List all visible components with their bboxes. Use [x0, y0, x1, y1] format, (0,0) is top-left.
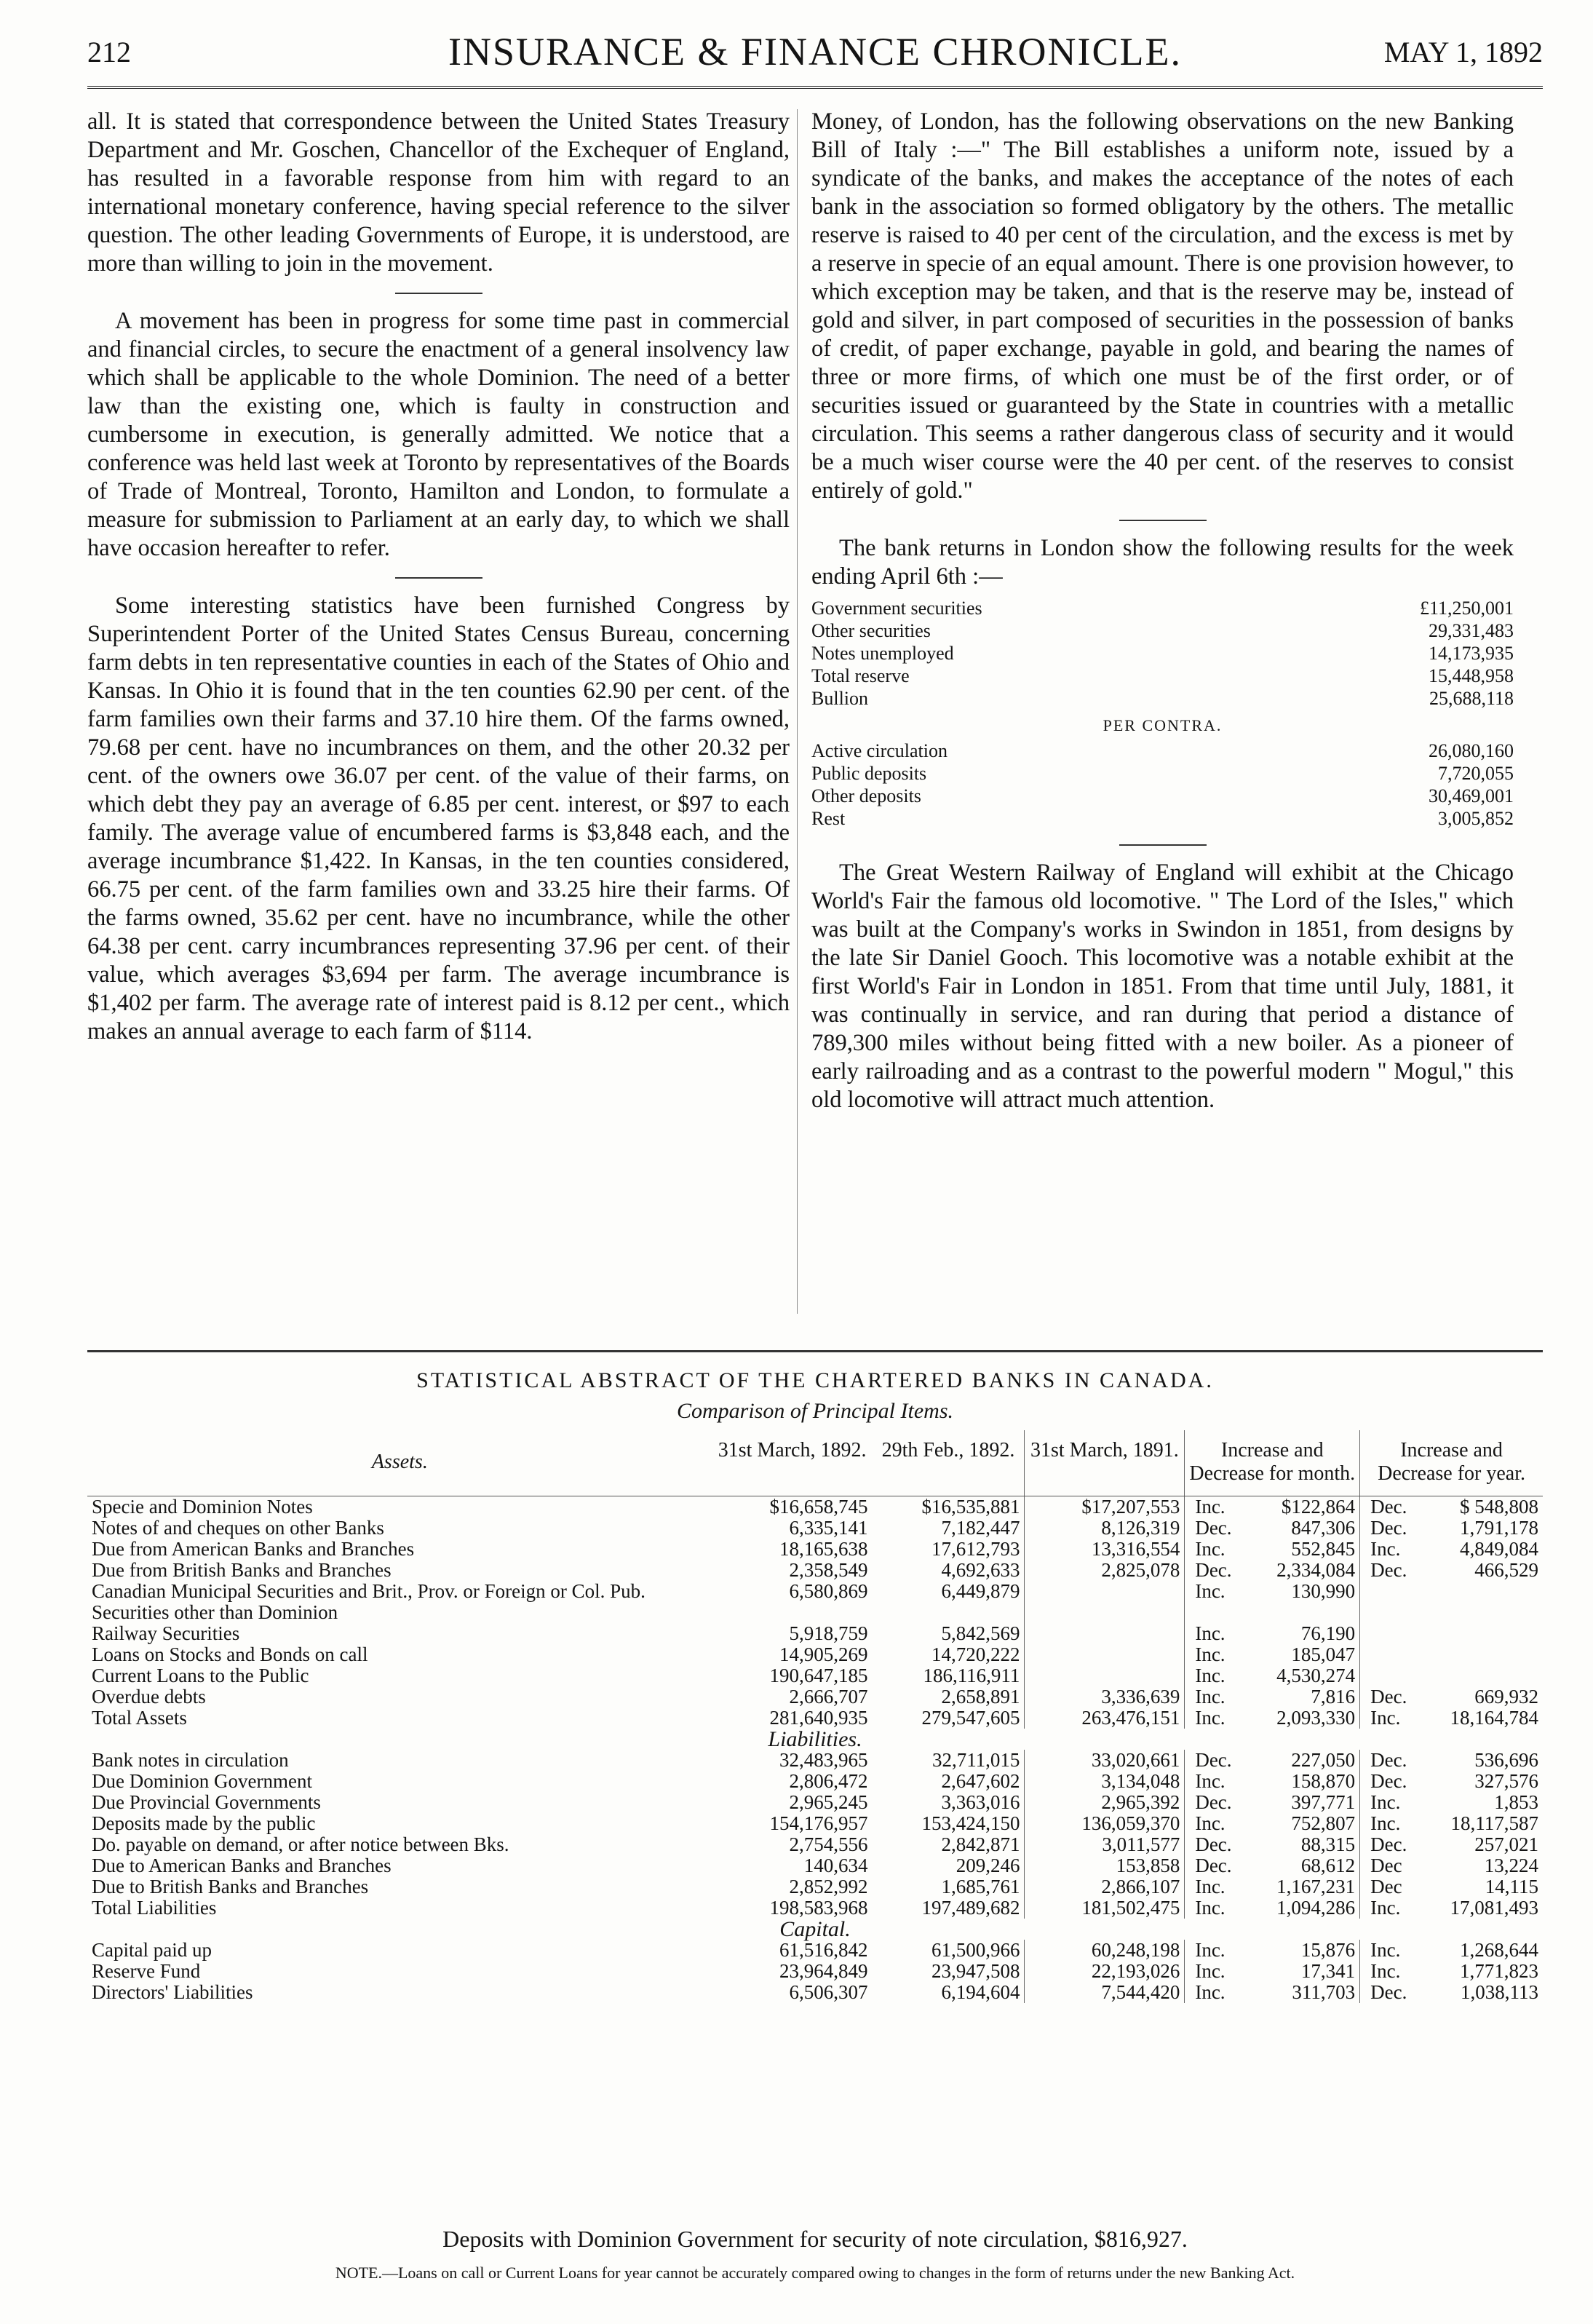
- change-direction: Inc.: [1360, 1539, 1429, 1560]
- row-label: Canadian Municipal Securities and Brit., Prov. or Foreign or Col. Pub. Securities other than Dominion: [92, 1580, 645, 1623]
- bank-return-value: 25,688,118: [1429, 688, 1514, 709]
- table-row: [87, 1560, 1543, 1581]
- paragraph-separator: [395, 577, 482, 579]
- change-direction: Dec: [1360, 1876, 1429, 1897]
- cell-value: 3,134,048: [1025, 1771, 1185, 1792]
- table-row: [87, 1581, 1543, 1623]
- monthly-change: 15,876: [1300, 1939, 1356, 1961]
- section-heading-row: [87, 1729, 1543, 1750]
- monthly-change: 397,771: [1291, 1791, 1356, 1813]
- yearly-change: 466,529: [1474, 1559, 1538, 1581]
- bank-return-label: Government securities: [811, 598, 982, 619]
- change-direction: Dec.: [1360, 1834, 1429, 1855]
- cell-value: 61,500,966: [931, 1939, 1020, 1961]
- cell-value: 153,424,150: [921, 1812, 1020, 1834]
- table-row: [87, 1855, 1543, 1876]
- cell-value: $16,535,881: [921, 1496, 1020, 1518]
- row-label: Reserve Fund: [92, 1960, 201, 1982]
- cell-value: 186,116,911: [923, 1665, 1020, 1686]
- deposits-note: Deposits with Dominion Government for security of note circulation, $816,927.: [442, 2226, 1188, 2252]
- bank-return-label: Bullion: [811, 688, 869, 709]
- paragraph-separator: [1119, 520, 1207, 521]
- bank-return-value: 26,080,160: [1429, 740, 1514, 761]
- cell-value: 22,193,026: [1025, 1961, 1185, 1982]
- bank-return-label: Rest: [811, 808, 846, 829]
- cell-value: 3,363,016: [941, 1791, 1020, 1813]
- row-label: Bank notes in circulation: [92, 1749, 289, 1771]
- change-direction: Inc.: [1185, 1961, 1246, 1982]
- row-label: Due from American Banks and Branches: [92, 1538, 415, 1560]
- issue-date: MAY 1, 1892: [1383, 36, 1543, 68]
- cell-value: 2,647,602: [941, 1770, 1020, 1792]
- monthly-change: 185,047: [1291, 1643, 1356, 1665]
- table-row: [87, 1644, 1543, 1665]
- cell-value: 2,658,891: [941, 1686, 1020, 1708]
- change-direction: Dec.: [1360, 1750, 1429, 1771]
- monthly-change: 2,093,330: [1276, 1707, 1356, 1729]
- row-label: Due Dominion Government: [92, 1770, 312, 1792]
- change-direction: Dec: [1360, 1855, 1429, 1876]
- change-direction: [1360, 1644, 1429, 1665]
- yearly-change: 1,771,823: [1460, 1960, 1538, 1982]
- row-label: Current Loans to the Public: [92, 1665, 309, 1686]
- cell-value: 23,947,508: [931, 1960, 1020, 1982]
- change-direction: Inc.: [1185, 1982, 1246, 2003]
- right-column: [811, 108, 1514, 1114]
- cell-value: 17,612,793: [931, 1538, 1020, 1560]
- row-label: Due from British Banks and Branches: [92, 1559, 392, 1581]
- change-direction: Dec.: [1360, 1686, 1429, 1708]
- cell-value: 2,842,871: [941, 1833, 1020, 1855]
- cell-value: 2,358,549: [789, 1559, 868, 1581]
- cell-value: 4,692,633: [941, 1559, 1020, 1581]
- monthly-change: 1,167,231: [1276, 1876, 1356, 1897]
- yearly-change: [1429, 1581, 1543, 1623]
- capital-heading: Capital.: [779, 1917, 851, 1941]
- yearly-change: 1,038,113: [1461, 1981, 1538, 2003]
- table-row: [87, 1940, 1543, 1961]
- cell-value: 2,866,107: [1025, 1876, 1185, 1897]
- monthly-change: 68,612: [1300, 1855, 1356, 1876]
- cell-value: 32,483,965: [779, 1749, 868, 1771]
- cell-value: 198,583,968: [769, 1897, 868, 1919]
- cell-value: 13,316,554: [1025, 1539, 1185, 1560]
- monthly-change: 2,334,084: [1276, 1559, 1356, 1581]
- monthly-change: 1,094,286: [1276, 1897, 1356, 1919]
- monthly-change: 88,315: [1300, 1833, 1356, 1855]
- bank-return-label: Other securities: [811, 620, 931, 641]
- per-contra-heading: PER CONTRA.: [1103, 716, 1223, 734]
- change-direction: Inc.: [1185, 1539, 1246, 1560]
- table-row: [87, 1708, 1543, 1729]
- yearly-change: 669,932: [1474, 1686, 1538, 1708]
- change-direction: Inc.: [1185, 1708, 1246, 1729]
- change-direction: [1360, 1581, 1429, 1623]
- row-label: Specie and Dominion Notes: [92, 1496, 313, 1518]
- cell-value: [1025, 1665, 1185, 1686]
- yearly-change: 18,117,587: [1450, 1812, 1538, 1834]
- change-direction: Dec.: [1185, 1855, 1246, 1876]
- change-direction: Inc.: [1360, 1792, 1429, 1813]
- article-paragraph: Some interesting statistics have been furnished Congress by Superintendent Porter of the United States Census Bureau, concerning farm debts in ten representative counties in each of the States of Ohio and Kansas. In Ohio it is found that in the ten counties 62.90 per cent. of the farm families own their farms and 37.10 hire them. Of the farms owned, 79.68 per cent. have no incumbrances on them, and the other 20.32 per cent. of the owners owe 36.07 per cent. of the value of their farms, on which debt they pay an average of 6.85 per cent. interest, or $97 to each family. The average value of encumbered farms is $3,848 each, and the average incumbrance $1,422. In Kansas, in the ten counties considered, 66.75 per cent. of the farm families own and 33.25 hire their farms. Of the farms owned, 35.62 per cent. have no incumbrance, while the other 64.38 per cent. carry incumbrances representing 37.96 per cent. of their value, which averages $3,694 per farm. The average incumbrance is $1,402 per farm. The average rate of interest paid is 8.12 per cent., which makes an annual average to each farm of $114.: [87, 592, 790, 1044]
- table-footnote: NOTE.—Loans on call or Current Loans for year cannot be accurately compared owing to changes in the form of returns under the new Banking Act.: [335, 2264, 1295, 2282]
- monthly-change: 17,341: [1300, 1960, 1356, 1982]
- change-direction: Inc.: [1185, 1813, 1246, 1834]
- bank-return-value: 7,720,055: [1438, 763, 1514, 784]
- yearly-change: 4,849,084: [1460, 1538, 1538, 1560]
- column-divider: [797, 109, 798, 1314]
- yearly-change: $ 548,808: [1460, 1496, 1538, 1518]
- cell-value: 209,246: [956, 1855, 1020, 1876]
- bank-return-value: 3,005,852: [1438, 808, 1514, 829]
- article-paragraph: A movement has been in progress for some time past in commercial and financial circles, to secure the enactment of a general insolvency law which shall be applicable to the whole Dominion. The need of a better law than the existing one, which is faulty in construction and cumbersome in execution, is generally admitted. We notice that a conference was held last week at Toronto by representatives of the Boards of Trade of Montreal, Toronto, Hamilton and London, to formulate a measure for submission to Parliament at an early day, to which we shall have occasion hereafter to refer.: [87, 308, 790, 561]
- monthly-change: 76,190: [1300, 1622, 1356, 1644]
- change-direction: Inc.: [1185, 1496, 1246, 1518]
- cell-value: [1025, 1644, 1185, 1665]
- row-label: Due to British Banks and Branches: [92, 1876, 369, 1897]
- cell-value: 181,502,475: [1025, 1897, 1185, 1919]
- paragraph-separator: [1119, 844, 1207, 846]
- yearly-change: 536,696: [1474, 1749, 1538, 1771]
- change-direction: Inc.: [1185, 1876, 1246, 1897]
- paragraph-separator: [395, 293, 482, 294]
- cell-value: 33,020,661: [1025, 1750, 1185, 1771]
- change-direction: Dec.: [1360, 1518, 1429, 1539]
- table-row: [87, 1539, 1543, 1560]
- article-paragraph: Money, of London, has the following observations on the new Banking Bill of Italy :—" The Bill establishes a uniform note, issued by a syndicate of the banks, and makes the acceptance of the notes of each bank in the association so formed obligatory by the others. The metallic reserve is raised to 40 per cent of the circulation, and the excess is met by a reserve in specie of an equal amount. There is one provision however, to which exception may be taken, and that is the reserve may be, instead of gold and silver, in part composed of securities in the possession of banks of credit, of paper exchange, payable in gold, and bearing the names of three or more firms, of which one must be of the first order, or of securities issued or guaranteed by the State in countries with a metallic circulation. This seems a rather dangerous class of security and it would be a much wiser course were the 40 per cent. of the reserves to consist entirely of gold.": [811, 108, 1514, 504]
- monthly-change: 311,703: [1292, 1981, 1356, 2003]
- bank-return-value: 15,448,958: [1429, 665, 1514, 686]
- liabilities-heading: Liabilities.: [768, 1727, 862, 1751]
- yearly-change: 14,115: [1485, 1876, 1538, 1897]
- cell-value: 3,336,639: [1025, 1686, 1185, 1708]
- table-row: [87, 1792, 1543, 1813]
- cell-value: $17,207,553: [1025, 1496, 1185, 1518]
- table-top-rule: [87, 1350, 1543, 1352]
- change-direction: Inc.: [1185, 1686, 1246, 1708]
- cell-value: 61,516,842: [779, 1939, 868, 1961]
- page-number: 212: [87, 36, 131, 68]
- change-direction: Dec.: [1185, 1518, 1246, 1539]
- change-direction: Inc.: [1185, 1940, 1246, 1961]
- change-direction: Dec.: [1360, 1496, 1429, 1518]
- yearly-change: 17,081,493: [1450, 1897, 1538, 1919]
- row-label: Railway Securities: [92, 1622, 240, 1644]
- article-paragraph: The Great Western Railway of England will exhibit at the Chicago World's Fair the famous old locomotive. " The Lord of the Isles," which was built at the Company's works in Swindon in 1851, from designs by the late Sir Daniel Gooch. This locomotive was a notable exhibit at the first World's Fair in London in 1851. From that time until July, 1881, it was continually in service, and ran during that period a distance of 789,300 miles without being fitted with a new boiler. As a pioneer of early railroading and as a contrast to the powerful modern " Mogul," this old locomotive will attract much attention.: [811, 860, 1514, 1113]
- table-row: [87, 1961, 1543, 1982]
- cell-value: 263,476,151: [1025, 1708, 1185, 1729]
- yearly-change: [1429, 1623, 1543, 1644]
- table-subtitle: Comparison of Principal Items.: [677, 1399, 953, 1423]
- cell-value: 2,806,472: [789, 1770, 868, 1792]
- table-row: [87, 1750, 1543, 1771]
- row-label: Capital paid up: [92, 1939, 212, 1961]
- change-direction: [1360, 1623, 1429, 1644]
- cell-value: 6,580,869: [789, 1580, 868, 1602]
- row-label: Notes of and cheques on other Banks: [92, 1517, 384, 1539]
- column-header: 29th Feb., 1892.: [873, 1430, 1025, 1496]
- cell-value: 14,720,222: [931, 1643, 1020, 1665]
- bank-return-value: 30,469,001: [1429, 785, 1514, 806]
- yearly-change: 1,853: [1494, 1791, 1538, 1813]
- cell-value: 7,544,420: [1025, 1982, 1185, 2003]
- cell-value: 154,176,957: [769, 1812, 868, 1834]
- table-row: [87, 1897, 1543, 1919]
- cell-value: [1025, 1581, 1185, 1623]
- table-row: [87, 1834, 1543, 1855]
- monthly-change: 4,530,274: [1276, 1665, 1356, 1686]
- bank-return-row: [811, 597, 1514, 619]
- bank-return-row: [811, 807, 1514, 830]
- cell-value: 2,825,078: [1025, 1560, 1185, 1581]
- bank-return-row: [811, 619, 1514, 642]
- yearly-change: [1429, 1644, 1543, 1665]
- table-row: [87, 1982, 1543, 2003]
- change-direction: Dec.: [1185, 1560, 1246, 1581]
- monthly-change: $122,864: [1281, 1496, 1356, 1518]
- table-row: [87, 1623, 1543, 1644]
- cell-value: 2,754,556: [789, 1833, 868, 1855]
- change-direction: [1360, 1665, 1429, 1686]
- cell-value: 23,964,849: [779, 1960, 868, 1982]
- cell-value: 2,965,245: [789, 1791, 868, 1813]
- row-label: Overdue debts: [92, 1686, 206, 1708]
- change-direction: Inc.: [1185, 1665, 1246, 1686]
- row-label: Do. payable on demand, or after notice between Bks.: [92, 1833, 509, 1855]
- left-column: [87, 108, 790, 1046]
- bank-return-label: Other deposits: [811, 785, 921, 806]
- assets-header: Assets.: [87, 1430, 712, 1496]
- cell-value: 153,858: [1025, 1855, 1185, 1876]
- yearly-change: 1,268,644: [1460, 1939, 1538, 1961]
- bank-return-label: Total reserve: [811, 665, 910, 686]
- cell-value: 60,248,198: [1025, 1940, 1185, 1961]
- table-row: [87, 1665, 1543, 1686]
- monthly-change: 130,990: [1291, 1580, 1356, 1602]
- cell-value: 136,059,370: [1025, 1813, 1185, 1834]
- change-direction: Inc.: [1185, 1623, 1246, 1644]
- change-direction: Inc.: [1360, 1708, 1429, 1729]
- change-direction: Dec.: [1360, 1560, 1429, 1581]
- yearly-change: [1429, 1665, 1543, 1686]
- yearly-change: 327,576: [1474, 1770, 1538, 1792]
- monthly-change: 752,807: [1291, 1812, 1356, 1834]
- cell-value: 197,489,682: [921, 1897, 1020, 1919]
- monthly-change: 227,050: [1291, 1749, 1356, 1771]
- column-header: 31st March, 1892.: [712, 1430, 873, 1496]
- column-header: 31st March, 1891.: [1025, 1430, 1185, 1496]
- monthly-change: 847,306: [1291, 1517, 1356, 1539]
- change-direction: Inc.: [1185, 1644, 1246, 1665]
- bank-return-row: [811, 785, 1514, 807]
- table-row: [87, 1813, 1543, 1834]
- table-row: [87, 1876, 1543, 1897]
- row-label: Deposits made by the public: [92, 1812, 316, 1834]
- cell-value: 6,194,604: [941, 1981, 1020, 2003]
- cell-value: 190,647,185: [769, 1665, 868, 1686]
- article-paragraph: all. It is stated that correspondence between the United States Treasury Department and Mr. Goschen, Chancellor of the Exchequer of England, has resulted in a favorable response from him with regard to an international monetary conference, having special reference to the silver question. The other leading Governments of Europe, it is understood, are more than willing to join in the movement.: [87, 108, 790, 277]
- cell-value: 2,852,992: [789, 1876, 868, 1897]
- change-direction: Inc.: [1185, 1771, 1246, 1792]
- bank-returns-list: [811, 597, 1514, 830]
- change-direction: Dec.: [1185, 1750, 1246, 1771]
- bank-return-label: Public deposits: [811, 763, 927, 784]
- monthly-change: 158,870: [1291, 1770, 1356, 1792]
- change-direction: Inc.: [1360, 1897, 1429, 1919]
- change-direction: Dec.: [1185, 1834, 1246, 1855]
- bank-return-row: [811, 739, 1514, 762]
- article-paragraph: The bank returns in London show the following results for the week ending April 6th :—: [811, 535, 1514, 590]
- cell-value: 2,666,707: [789, 1686, 868, 1708]
- cell-value: 140,634: [803, 1855, 868, 1876]
- change-direction: Inc.: [1360, 1961, 1429, 1982]
- yearly-change: 257,021: [1474, 1833, 1538, 1855]
- bank-return-value: £11,250,001: [1419, 598, 1514, 619]
- yearly-change: 18,164,784: [1450, 1707, 1538, 1729]
- column-header: Increase and Decrease for month.: [1185, 1430, 1360, 1496]
- cell-value: 32,711,015: [931, 1749, 1020, 1771]
- change-direction: Inc.: [1185, 1897, 1246, 1919]
- cell-value: 5,918,759: [789, 1622, 868, 1644]
- bank-return-row: [811, 687, 1514, 710]
- bank-return-label: Active circulation: [811, 740, 948, 761]
- change-direction: Inc.: [1360, 1940, 1429, 1961]
- yearly-change: 13,224: [1484, 1855, 1538, 1876]
- bank-return-value: 14,173,935: [1429, 643, 1514, 664]
- table-row: [87, 1496, 1543, 1518]
- cell-value: 8,126,319: [1025, 1518, 1185, 1539]
- page-header: [87, 29, 1543, 80]
- cell-value: 6,335,141: [789, 1517, 868, 1539]
- cell-value: 7,182,447: [941, 1517, 1020, 1539]
- table-title: STATISTICAL ABSTRACT OF THE CHARTERED BANKS IN CANADA.: [416, 1368, 1214, 1392]
- bank-return-row: [811, 762, 1514, 785]
- table-row: [87, 1771, 1543, 1792]
- journal-title: INSURANCE & FINANCE CHRONICLE.: [448, 30, 1183, 74]
- row-label: Total Liabilities: [92, 1897, 217, 1919]
- header-rule: [87, 86, 1543, 89]
- change-direction: Dec.: [1360, 1982, 1429, 2003]
- row-label: Due to American Banks and Branches: [92, 1855, 392, 1876]
- monthly-change: 552,845: [1291, 1538, 1356, 1560]
- row-label: Due Provincial Governments: [92, 1791, 321, 1813]
- cell-value: 5,842,569: [941, 1622, 1020, 1644]
- row-label: Total Assets: [92, 1707, 187, 1729]
- cell-value: $16,658,745: [769, 1496, 868, 1518]
- table-row: [87, 1686, 1543, 1708]
- cell-value: 14,905,269: [779, 1643, 868, 1665]
- change-direction: Dec.: [1360, 1771, 1429, 1792]
- bank-return-label: Notes unemployed: [811, 643, 954, 664]
- cell-value: [1025, 1623, 1185, 1644]
- cell-value: 279,547,605: [921, 1707, 1020, 1729]
- statistical-abstract-table: [87, 1430, 1543, 2003]
- column-header: Increase and Decrease for year.: [1360, 1430, 1543, 1496]
- cell-value: 6,506,307: [789, 1981, 868, 2003]
- cell-value: 18,165,638: [779, 1538, 868, 1560]
- section-heading-row: [87, 1919, 1543, 1940]
- cell-value: 3,011,577: [1025, 1834, 1185, 1855]
- cell-value: 1,685,761: [941, 1876, 1020, 1897]
- change-direction: Dec.: [1185, 1792, 1246, 1813]
- change-direction: Inc.: [1360, 1813, 1429, 1834]
- cell-value: 6,449,879: [941, 1580, 1020, 1602]
- yearly-change: 1,791,178: [1460, 1517, 1538, 1539]
- bank-return-row: [811, 665, 1514, 687]
- monthly-change: 7,816: [1311, 1686, 1356, 1708]
- change-direction: Inc.: [1185, 1581, 1246, 1623]
- bank-return-row: [811, 642, 1514, 665]
- bank-return-value: 29,331,483: [1429, 620, 1514, 641]
- row-label: Directors' Liabilities: [92, 1981, 253, 2003]
- table-row: [87, 1518, 1543, 1539]
- cell-value: 2,965,392: [1025, 1792, 1185, 1813]
- table-header-row: [87, 1430, 1543, 1496]
- cell-value: 281,640,935: [769, 1707, 868, 1729]
- row-label: Loans on Stocks and Bonds on call: [92, 1643, 368, 1665]
